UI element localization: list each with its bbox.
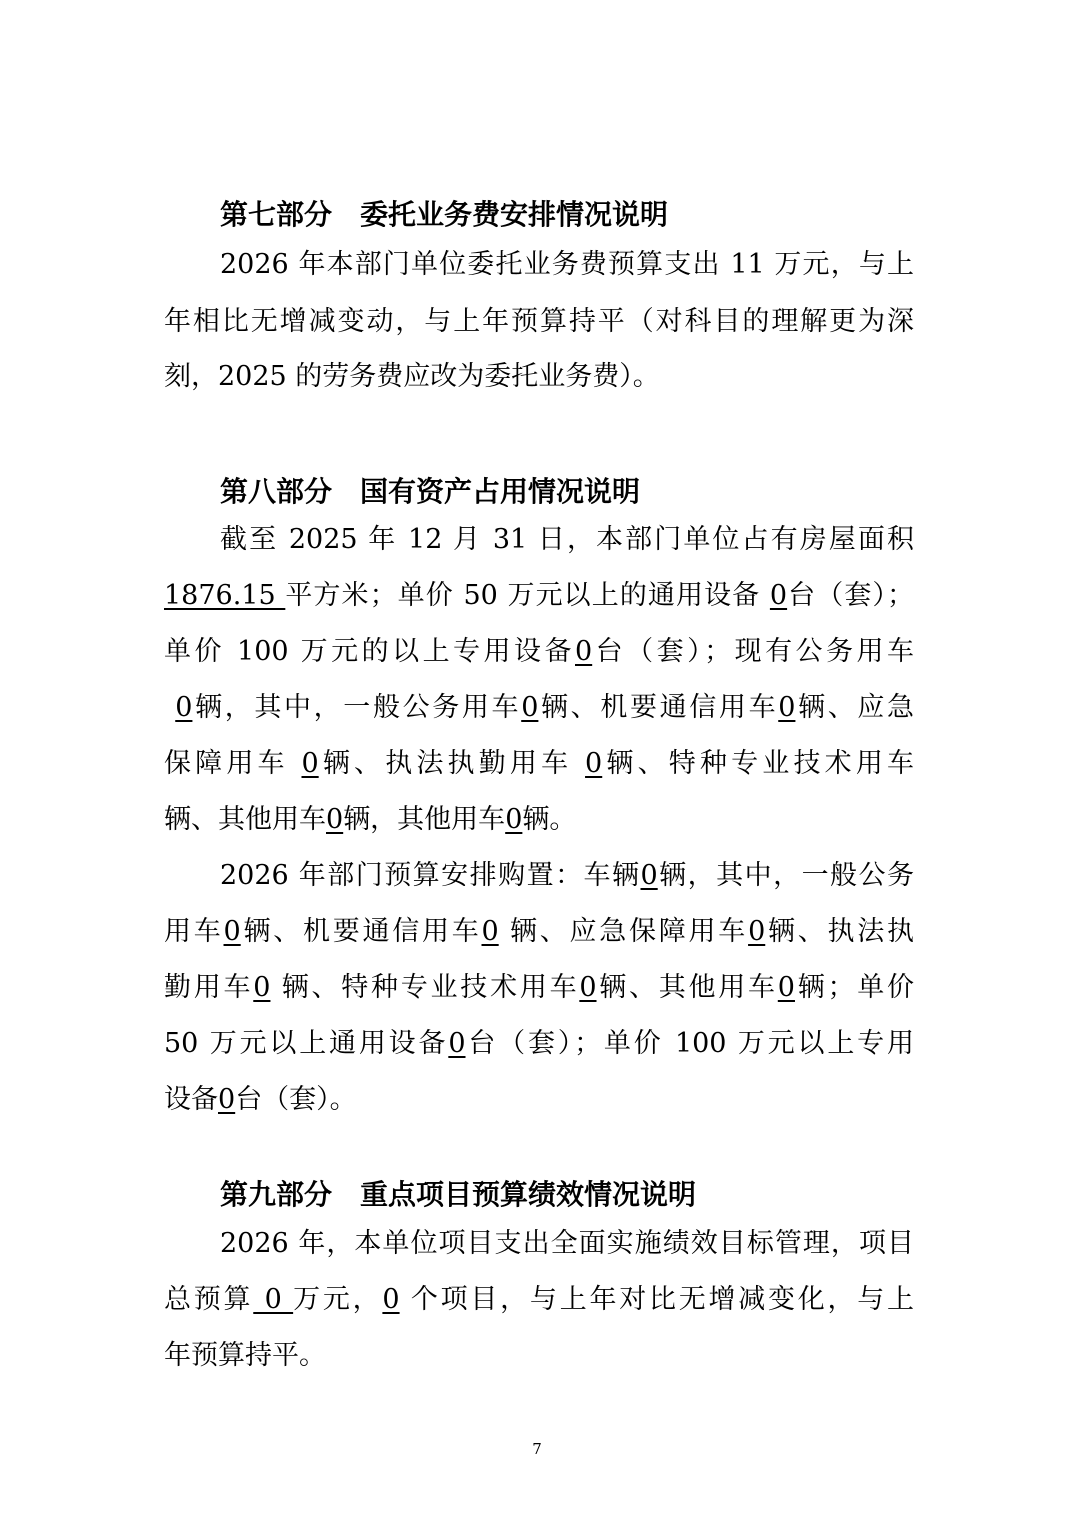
emergency-car-count: 0 — [301, 748, 319, 779]
section-9-title: 重点项目预算绩效情况说明 — [360, 1178, 697, 1211]
section-8-para-1-line-1: 截至 2025 年 12 月 31 日，本部门单位占有房屋面积 — [220, 524, 914, 555]
purchase-comm-car-count: 0 — [481, 916, 499, 947]
section-8-para-1-line-5: 保障用车 0辆、执法执勤用车 0辆、特种专业技术用车 — [164, 748, 915, 779]
purchase-vehicle-count: 0 — [640, 860, 658, 891]
vehicle-count: 0 — [175, 692, 193, 723]
project-count: 0 — [382, 1284, 400, 1315]
purchase-emergency-car-count: 0 — [748, 916, 766, 947]
project-budget-value: 0 — [253, 1284, 294, 1315]
section-9-line-3: 年预算持平。 — [164, 1340, 326, 1371]
section-9-line-2: 总预算 0 万元，0 个项目，与上年对比无增减变化，与上 — [164, 1284, 914, 1315]
section-8-para-1-line-3: 单价 100 万元的以上专用设备0台（套）；现有公务用车 — [164, 636, 915, 667]
general-car-count: 0 — [521, 692, 539, 723]
section-7-title: 委托业务费安排情况说明 — [360, 198, 669, 231]
section-8-para-1-line-2: 1876.15 平方米；单价 50 万元以上的通用设备 0台（套）； — [164, 580, 915, 611]
section-8-para-2-line-1: 2026 年部门预算安排购置：车辆0辆，其中，一般公务 — [220, 860, 915, 891]
section-7-line-1: 2026 年本部门单位委托业务费预算支出 11 万元，与上 — [220, 249, 914, 280]
other-car-count-2: 0 — [505, 804, 523, 835]
other-car-count-1: 0 — [326, 804, 344, 835]
page-number: 7 — [532, 1440, 542, 1458]
section-7-line-2: 年相比无增减变动，与上年预算持平（对科目的理解更为深 — [164, 306, 914, 337]
section-9-line-1: 2026 年，本单位项目支出全面实施绩效目标管理，项目 — [220, 1228, 914, 1259]
purchase-special-car-count: 0 — [579, 972, 597, 1003]
section-9-number: 第九部分 — [220, 1178, 333, 1211]
section-8-para-2-line-4: 50 万元以上通用设备0台（套）；单价 100 万元以上专用 — [164, 1028, 914, 1059]
section-7-line-3: 刻，2025 的劳务费应改为委托业务费）。 — [164, 361, 660, 392]
floor-area-value: 1876.15 — [164, 580, 286, 611]
section-7-number: 第七部分 — [220, 198, 333, 231]
section-7-heading — [220, 195, 668, 235]
law-car-count: 0 — [585, 748, 603, 779]
section-8-para-1-line-4: 0辆，其中，一般公务用车0辆、机要通信用车0辆、应急 — [175, 692, 915, 723]
special-equipment-count: 0 — [575, 636, 593, 667]
general-equipment-count: 0 — [769, 580, 788, 611]
section-8-para-1-line-6: 辆、其他用车0辆，其他用车0辆。 — [164, 804, 577, 835]
section-8-title: 国有资产占用情况说明 — [360, 475, 641, 508]
section-9-heading — [220, 1175, 696, 1215]
section-8-para-2-line-3: 勤用车0 辆、特种专业技术用车0辆、其他用车0辆；单价 — [164, 972, 914, 1003]
purchase-law-car-count: 0 — [253, 972, 271, 1003]
purchase-special-equipment-count: 0 — [218, 1084, 236, 1115]
purchase-general-equipment-count: 0 — [448, 1028, 466, 1059]
purchase-general-car-count: 0 — [223, 916, 241, 947]
section-8-heading — [220, 472, 640, 512]
section-8-para-2-line-5: 设备0台（套）。 — [164, 1084, 357, 1115]
purchase-other-car-count: 0 — [777, 972, 795, 1003]
section-8-para-2-line-2: 用车0辆、机要通信用车0 辆、应急保障用车0辆、执法执 — [164, 916, 915, 947]
comm-car-count: 0 — [778, 692, 796, 723]
section-8-number: 第八部分 — [220, 475, 333, 508]
